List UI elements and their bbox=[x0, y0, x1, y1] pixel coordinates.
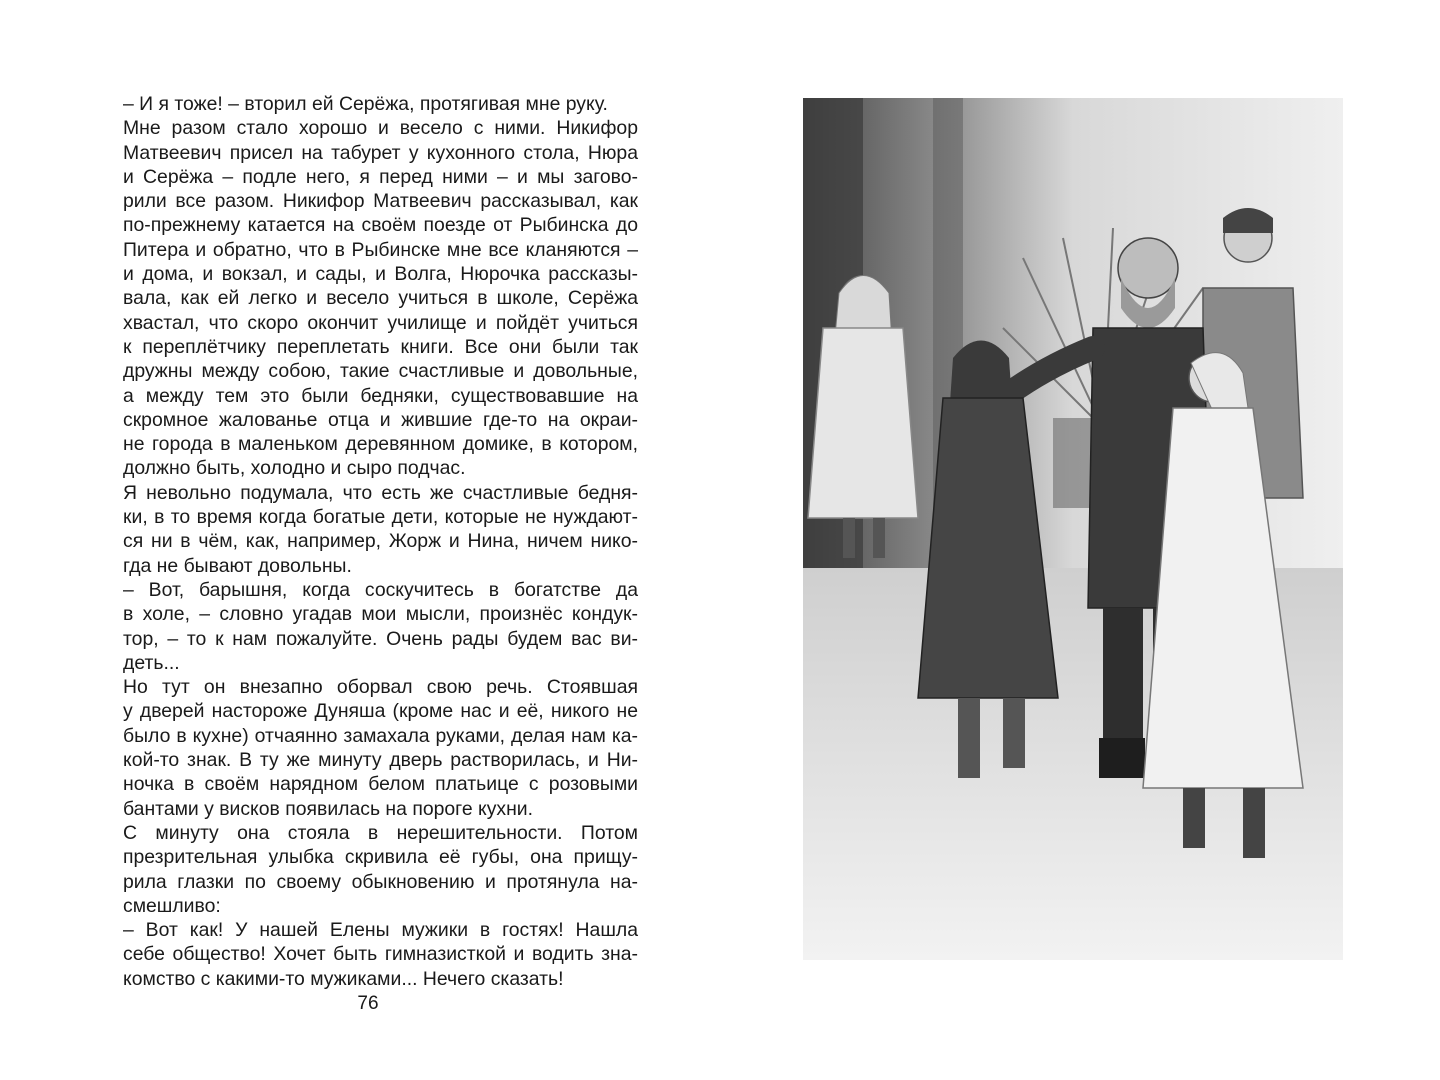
illustration-drawing bbox=[803, 98, 1343, 960]
text-line: а между тем это были бедняки, существовавшие на bbox=[123, 384, 638, 407]
text-line: рила глазки по своему обыкновению и протянула на- bbox=[123, 870, 638, 893]
illustration bbox=[803, 98, 1343, 960]
text-line: скромное жалованье отца и жившие где-то на окраи- bbox=[123, 408, 638, 431]
text-line: С минуту она стояла в нерешительности. Потом bbox=[123, 821, 638, 844]
text-line: тор, – то к нам пожалуйте. Очень рады будем вас ви- bbox=[123, 627, 638, 650]
text-line: смешливо: bbox=[123, 894, 221, 917]
text-line: кой-то знак. В ту же минуту дверь растворилась, и Ни- bbox=[123, 749, 638, 772]
text-line: деть... bbox=[123, 651, 180, 674]
paragraph bbox=[97, 481, 638, 578]
paragraph bbox=[97, 578, 638, 675]
text-line: и дома, и вокзал, и сады, и Волга, Нюрочка рассказы- bbox=[123, 263, 638, 286]
text-line: должно быть, холодно и сыро подчас. bbox=[123, 457, 466, 480]
text-line: – Вот как! У нашей Елены мужики в гостях! Нашла bbox=[123, 919, 638, 942]
text-line: дружны между собою, такие счастливые и довольные, bbox=[123, 360, 638, 383]
text-line: рили все разом. Никифор Матвеевич рассказывал, как bbox=[123, 190, 638, 213]
text-line: по-прежнему катается на своём поезде от Рыбинска до bbox=[123, 214, 638, 237]
text-line: в холе, – словно угадав мои мысли, произнёс кондук- bbox=[123, 603, 638, 626]
paragraph bbox=[97, 116, 638, 480]
text-line: ночка в своём нарядном белом платьице с розовыми bbox=[123, 773, 638, 796]
text-line: и Серёжа – подле него, я перед ними – и мы загово- bbox=[123, 165, 638, 188]
text-line: у дверей настороже Дуняша (кроме нас и её, никого не bbox=[123, 700, 638, 723]
text-line: хвастал, что скоро окончит училище и пойдёт учиться bbox=[123, 311, 638, 334]
text-line: – Вот, барышня, когда соскучитесь в богатстве да bbox=[123, 578, 638, 601]
text-line: не города в маленьком деревянном домике, в котором, bbox=[123, 433, 638, 456]
text-line: было в кухне) отчаянно замахала руками, делая нам ка- bbox=[123, 724, 638, 747]
text-line: – И я тоже! – вторил ей Серёжа, протягивая мне руку. bbox=[123, 93, 608, 115]
text-line: ки, в то время когда богатые дети, которые не нуждают- bbox=[123, 506, 638, 529]
text-line: Я невольно подумала, что есть же счастливые бедня- bbox=[123, 481, 638, 504]
text-line: гда не бывают довольны. bbox=[123, 554, 352, 577]
text-column bbox=[97, 92, 638, 991]
text-line: Питера и обратно, что в Рыбинске мне все кланяются – bbox=[123, 238, 638, 261]
text-line: ся ни в чём, как, например, Жорж и Нина, ничем нико- bbox=[123, 530, 638, 553]
paragraph bbox=[97, 92, 638, 116]
page-number: 76 bbox=[357, 993, 379, 1014]
text-line: Мне разом стало хорошо и весело с ними. Никифор bbox=[123, 117, 638, 140]
text-line: бантами у висков появилась на пороге кухни. bbox=[123, 797, 534, 820]
paragraph bbox=[97, 675, 638, 821]
paragraph bbox=[97, 821, 638, 918]
text-line: комство с какими-то мужиками... Нечего сказать! bbox=[123, 967, 564, 990]
text-line: Но тут он внезапно оборвал свою речь. Стоявшая bbox=[123, 676, 638, 699]
text-line: вала, как ей легко и весело учиться в школе, Серёжа bbox=[123, 287, 638, 310]
text-line: себе общество! Хочет быть гимназисткой и водить зна- bbox=[123, 943, 638, 966]
paragraph bbox=[97, 918, 638, 991]
text-line: презрительная улыбка скривила её губы, она прищу- bbox=[123, 846, 638, 869]
text-line: Матвеевич присел на табурет у кухонного стола, Нюра bbox=[123, 141, 638, 164]
text-line: к переплётчику переплетать книги. Все они были так bbox=[123, 335, 638, 358]
